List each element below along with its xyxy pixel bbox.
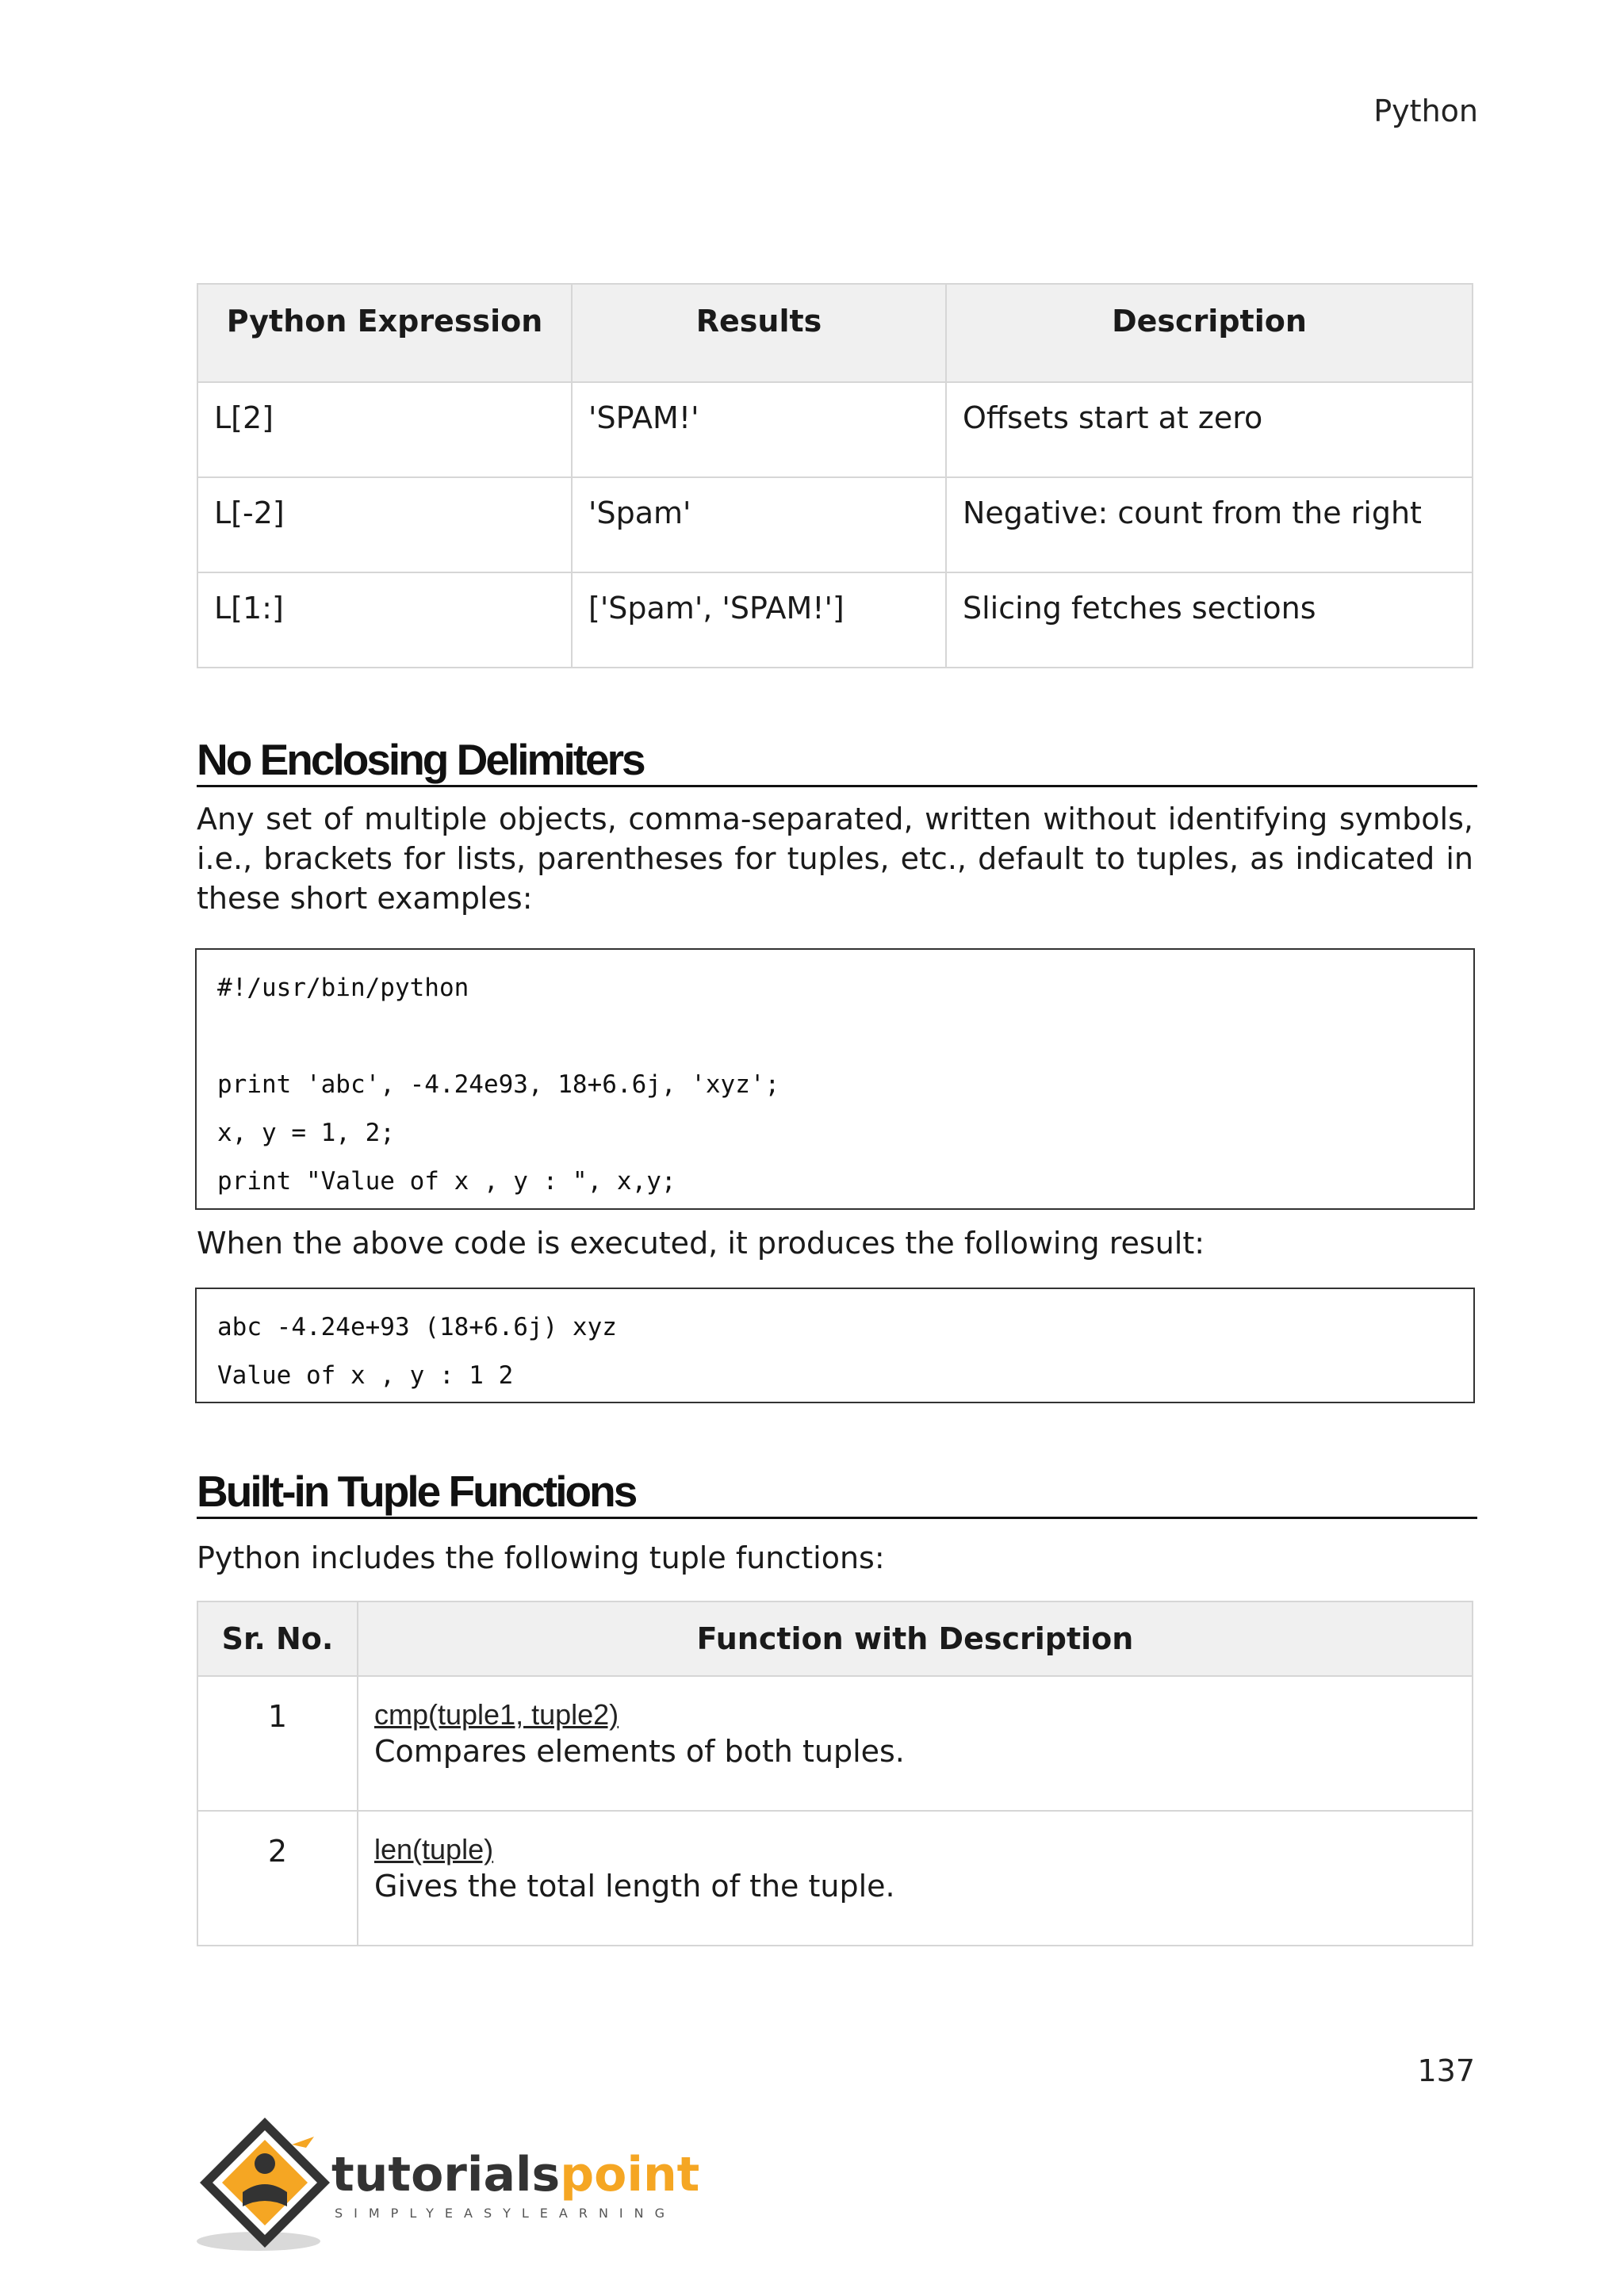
section-heading-built-in-tuple-functions: Built-in Tuple Functions: [197, 1466, 1477, 1519]
column-header: Function with Description: [358, 1601, 1473, 1676]
running-header: Python: [1373, 94, 1478, 128]
function-description: Gives the total length of the tuple.: [374, 1869, 895, 1904]
list-operations-table: [197, 283, 1473, 668]
page-number: 137: [1417, 2053, 1475, 2088]
logo-wordmark: tutorialspoint: [331, 2147, 700, 2202]
code-line: x, y = 1, 2;: [217, 1119, 395, 1147]
code-line: Value of x , y : 1 2: [217, 1361, 514, 1390]
table-cell: Slicing fetches sections: [946, 572, 1473, 668]
table-cell: L[1:]: [197, 572, 572, 668]
function-cell: [358, 1811, 1473, 1946]
row-number: 2: [197, 1811, 358, 1946]
function-description: Compares elements of both tuples.: [374, 1734, 905, 1769]
function-cell: [358, 1676, 1473, 1811]
section-heading-no-enclosing-delimiters: No Enclosing Delimiters: [197, 734, 1477, 787]
function-link-len[interactable]: len(tuple): [374, 1833, 494, 1866]
tutorialspoint-logo: [195, 2113, 700, 2252]
table-row: [197, 1811, 1473, 1946]
function-link-cmp[interactable]: cmp(tuple1, tuple2): [374, 1698, 619, 1731]
code-block-output: [195, 1288, 1475, 1403]
logo-tagline: SIMPLYEASYLEARNING: [335, 2206, 676, 2221]
table-cell: Negative: count from the right: [946, 477, 1473, 572]
table-row: [197, 477, 1473, 572]
table-cell: L[2]: [197, 382, 572, 477]
intro-paragraph: Any set of multiple objects, comma-separated, written without identifying symbols, i.e., brackets for lists, parentheses for tuples, etc., default to tuples, as indicated in these short examples:: [197, 802, 1473, 916]
table-cell: Offsets start at zero: [946, 382, 1473, 477]
table-header-row: [197, 284, 1473, 382]
table-header-row: [197, 1601, 1473, 1676]
logo-diamond-icon: [200, 2118, 330, 2248]
code-line: abc -4.24e+93 (18+6.6j) xyz: [217, 1313, 617, 1341]
functions-intro-paragraph: Python includes the following tuple functions:: [197, 1540, 885, 1575]
column-header: Results: [572, 284, 946, 382]
table-row: [197, 382, 1473, 477]
column-header: Python Expression: [197, 284, 572, 382]
table-cell: 'SPAM!': [572, 382, 946, 477]
row-number: 1: [197, 1676, 358, 1811]
tuple-functions-table: [197, 1601, 1473, 1946]
table-cell: ['Spam', 'SPAM!']: [572, 572, 946, 668]
result-intro-text: When the above code is executed, it produces the following result:: [197, 1226, 1205, 1261]
code-block-example: [195, 948, 1475, 1210]
table-row: [197, 572, 1473, 668]
code-line: [217, 1012, 1453, 1061]
column-header: Description: [946, 284, 1473, 382]
code-line: print "Value of x , y : ", x,y;: [217, 1167, 676, 1196]
code-line: print 'abc', -4.24e93, 18+6.6j, 'xyz';: [217, 1070, 780, 1099]
column-header: Sr. No.: [197, 1601, 358, 1676]
table-cell: L[-2]: [197, 477, 572, 572]
code-line: #!/usr/bin/python: [217, 974, 469, 1002]
table-cell: 'Spam': [572, 477, 946, 572]
table-row: [197, 1676, 1473, 1811]
